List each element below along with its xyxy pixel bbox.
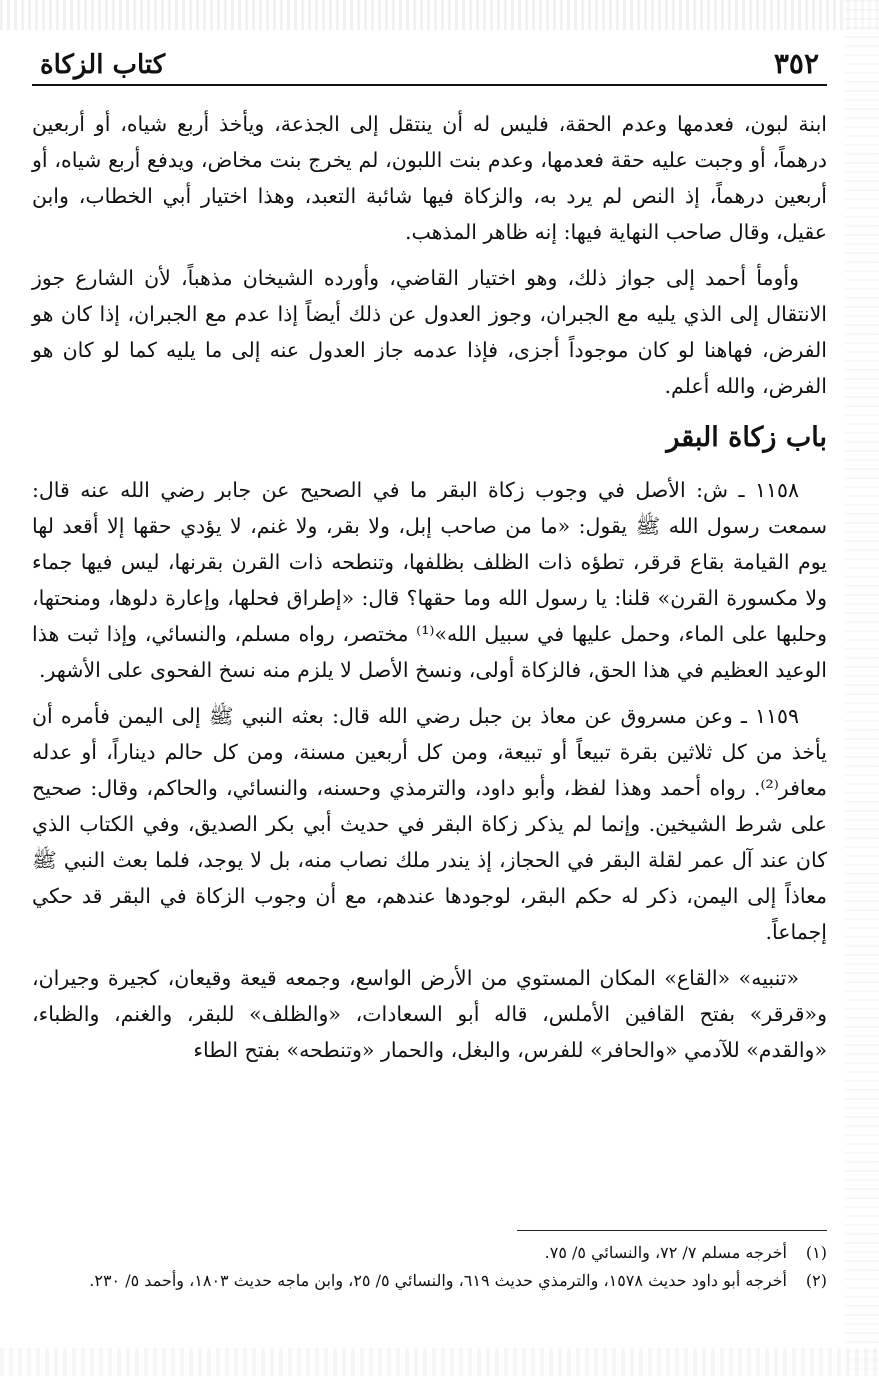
footnote-marker: (٢) xyxy=(805,1271,827,1290)
running-title: كتاب الزكاة xyxy=(40,50,166,80)
footnote-text: أخرجه أبو داود حديث ١٥٧٨، والترمذي حديث ٦١٩، والنسائي ٥/ ٢٥، وابن ماجه حديث ١٨٠٣، وأحمد ٥/ ٢٣٠. xyxy=(89,1271,787,1290)
book-page xyxy=(32,40,827,1340)
main-text xyxy=(32,106,827,1068)
footnote xyxy=(32,1267,827,1295)
footnotes xyxy=(32,1230,827,1295)
paragraph: ١١٥٨ ـ ش: الأصل في وجوب زكاة البقر ما في الصحيح عن جابر رضي الله عنه قال: سمعت رسول الله ﷺ يقول: «ما من صاحب إبل، ولا بقر، ولا غنم، لا يؤدي حقها إلا أقعد لها يوم القيامة بقاع قرقر، تطؤه ذات الظلف بظلفها، وتنطحه ذات القرن بقرنها، ليس فيها جماء ولا مكسورة القرن» قلنا: يا رسول الله وما حقها؟ قال: «إطراق فحلها، وإعارة دلوها، ومنحتها، وحلبها على الماء، وحمل عليها في سبيل الله»⁽¹⁾ مختصر، رواه مسلم، والنسائي، وإذا ثبت هذا الوعيد العظيم في هذا الحق، فالزكاة أولى، ونسخ الأصل لا يلزم منه نسخ الفحوى على الأشهر. xyxy=(32,478,827,682)
scan-noise-right xyxy=(845,0,879,1376)
footnote-marker: (١) xyxy=(805,1243,827,1262)
page-header xyxy=(32,40,827,86)
chapter-heading: باب زكاة البقر xyxy=(666,422,827,453)
footnote-rule xyxy=(517,1230,827,1231)
scan-noise-bottom xyxy=(0,1348,879,1376)
footnote-text: أخرجه مسلم ٧/ ٧٢، والنسائي ٥/ ٧٥. xyxy=(544,1243,787,1262)
paragraph: ١١٥٩ ـ وعن مسروق عن معاذ بن جبل رضي الله قال: بعثه النبي ﷺ إلى اليمن فأمره أن يأخذ من كل ثلاثين بقرة تبيعاً أو تبيعة، ومن كل أربعين مسنة، ومن كل حالم ديناراً، أو عدله معافر⁽²⁾. رواه أحمد وهذا لفظ، وأبو داود، والترمذي وحسنه، والنسائي، والحاكم، وقال: صحيح على شرط الشيخين. وإنما لم يذكر زكاة البقر في حديث أبي بكر الصديق، وفي الكتاب الذي كان عند آل عمر لقلة البقر في الحجاز، إذ يندر ملك نصاب منه، بل لا يوجد، فلما بعث النبي ﷺ معاذاً إلى اليمن، ذكر له حكم البقر، لوجودها عندهم، مع أن وجوب الزكاة في البقر قد حكي إجماعاً. xyxy=(32,704,827,944)
page-number: ٣٥٢ xyxy=(773,47,819,80)
paragraph: ابنة لبون، فعدمها وعدم الحقة، فليس له أن ينتقل إلى الجذعة، ويأخذ أربع شياه، أو أربعين درهماً، أو وجبت عليه حقة فعدمها، وعدم بنت اللبون، لم يخرج بنت مخاض، ويدفع أربع شياه، أو أربعين درهماً، إذ النص لم يرد به، والزكاة فيها شائبة التعبد، وهذا اختيار أبي الخطاب، وابن عقيل، وقال صاحب النهاية فيها: إنه ظاهر المذهب. xyxy=(32,112,827,244)
paragraph: «تنبيه» «القاع» المكان المستوي من الأرض الواسع، وجمعه قيعة وقيعان، كجيرة وجيران، و«قرقر» بفتح القافين الأملس، قاله أبو السعادات، «والظلف» للبقر، والغنم، والظباء، «والقدم» للآدمي «والحافر» للفرس، والبغل، والحمار «وتنطحه» بفتح الطاء xyxy=(32,966,827,1062)
paragraph: وأومأ أحمد إلى جواز ذلك، وهو اختيار القاضي، وأورده الشيخان مذهباً، لأن الشارع جوز الانتقال إلى الذي يليه مع الجبران، وجوز العدول عن ذلك أيضاً إذا عدم مع الجبران، إذا كان هو الفرض، فهاهنا لو كان موجوداً أجزى، فإذا عدمه جاز العدول عنه إلى ما يليه كما لو كان هو الفرض، والله أعلم. xyxy=(32,266,827,398)
footnote xyxy=(32,1239,827,1267)
scan-noise-top xyxy=(0,0,879,30)
